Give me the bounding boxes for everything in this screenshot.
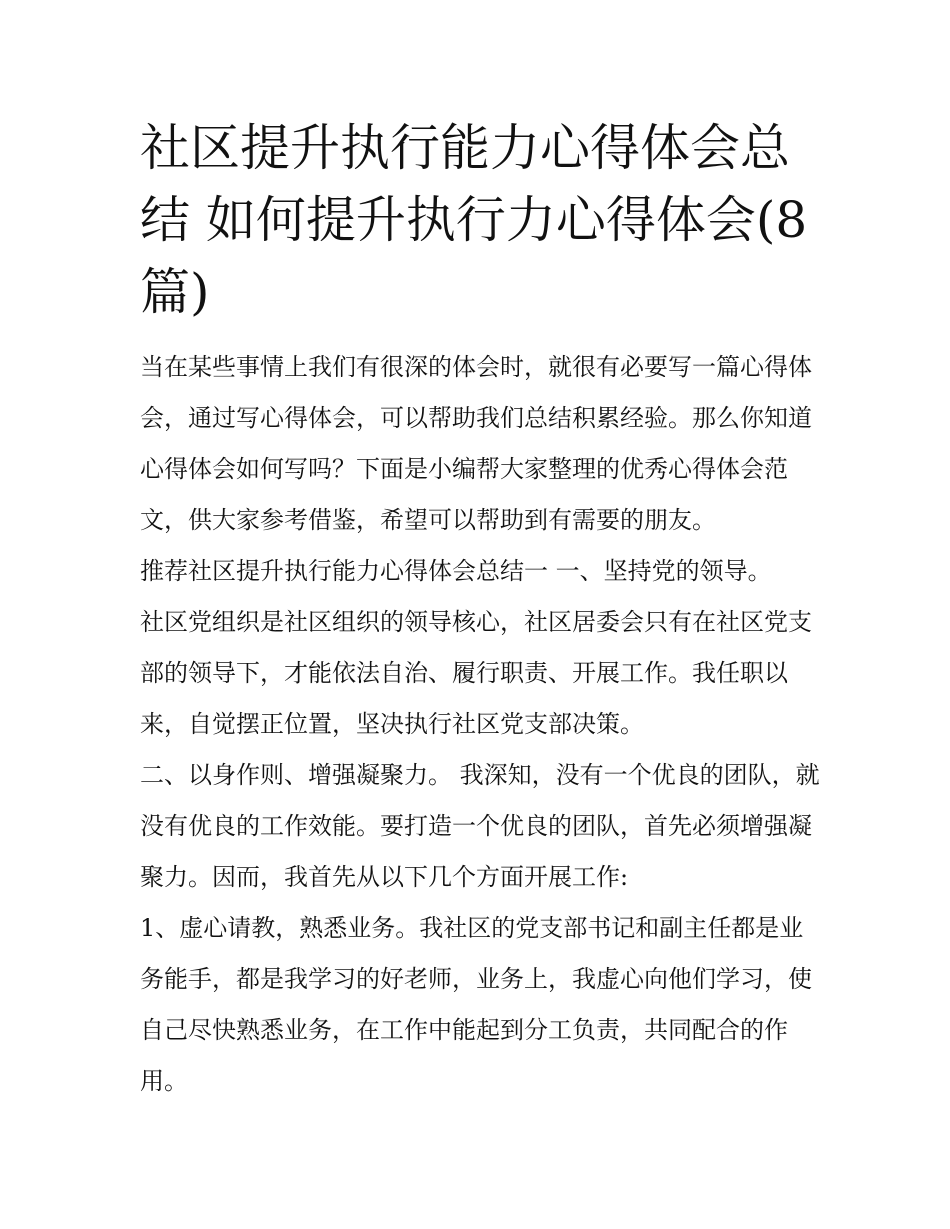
paragraph-section-one-body: 社区党组织是社区组织的领导核心，社区居委会只有在社区党支部的领导下，才能依法自治、履行职责、开展工作。我任职以来，自觉摆正位置，坚决执行社区党支部决策。 xyxy=(140,608,812,738)
paragraph-section-one-heading: 推荐社区提升执行能力心得体会总结一 一、坚持党的领导。 xyxy=(140,557,772,585)
paragraph-item-one: 1、虚心请教，熟悉业务。我社区的党支部书记和副主任都是业务能手，都是我学习的好老师，业务上，我虚心向他们学习，使自己尽快熟悉业务，在工作中能起到分工负责，共同配合的作用。 xyxy=(140,914,812,1095)
paragraph-section-two: 二、以身作则、增强凝聚力。 我深知，没有一个优良的团队，就没有优良的工作效能。要打造一个优良的团队，首先必须增强凝聚力。因而，我首先从以下几个方面开展工作: xyxy=(140,761,820,891)
paragraph-intro: 当在某些事情上我们有很深的体会时，就很有必要写一篇心得体会，通过写心得体会，可以帮助我们总结积累经验。那么你知道心得体会如何写吗？下面是小编帮大家整理的优秀心得体会范文，供大家参考借鉴，希望可以帮助到有需要的朋友。 xyxy=(140,353,812,534)
document-content xyxy=(140,112,820,1107)
document-title: 社区提升执行能力心得体会总结 如何提升执行力心得体会(8篇) xyxy=(140,119,808,321)
